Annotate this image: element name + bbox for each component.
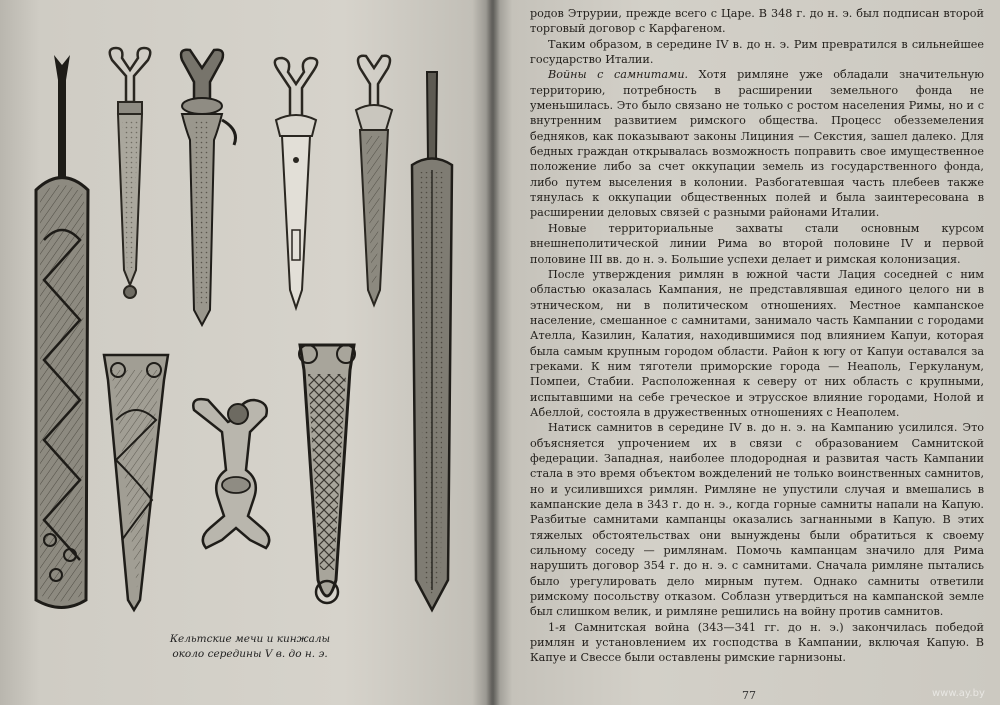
caption-line-1: Кельтские мечи и кинжалы [169, 633, 331, 645]
paragraph-4: После утверждения римлян в южной части Лация соседней с ним областью оказалась Кампания, не представлявшая единого целого ни в этническом, ни в политическом отношениях. Местное кампанское население, смешанное с самнитами, занимало часть Кампании с городами Ателла, Казилин, Калатия, находившимися под влиянием Капуи, которая была самым крупным городом области. Район к югу от Капуи оставался за греками. К ним тяготели приморские города — Неаполь, Геркуланум, Помпеи, Стабии. Расположенная к северу от них область с крупными, испытавшими на себе греческое и этрусское влияние городами, Нолой и Абеллой, состояла в дружественных отношениях с Неаполем. [530, 267, 984, 419]
caption-line-2: около середины V в. до н. э. [172, 648, 328, 660]
dagger-antenna-hilt [110, 48, 151, 298]
weapons-illustration [14, 40, 482, 620]
scabbard-lattice [299, 345, 355, 603]
right-page [492, 0, 1000, 705]
dagger-in-scabbard [356, 56, 392, 305]
left-page [0, 0, 492, 705]
section-heading: Войны с самнитами. [548, 68, 689, 82]
paragraph-5: Натиск самнитов в середине IV в. до н. э. на Кампанию усилился. Это объясняется упрочением их в связи с образованием Самнитской федерации. Западная, наиболее плодородная и развитая часть Кампании стала в это время объектом вожделений не только воинственных самнитов, но и усилившихся римлян. Римляне не упустили случая и вмешались в кампанские дела в 343 г. до н. э., когда горные самниты напали на Капую. Разбитые самнитами кампанцы оказались загнанными в Капую. В этих тяжелых обстоятельствах они вынуждены были обратиться к своему сильному соседу — римлянам. Помочь кампанцам значило для Рима нарушить договор 354 г. до н. э. с самнитами. Сначала римляне пытались было урегулировать дело мирным путем. Однако самниты ответили римскому посольству отказом. Соблазн утвердиться на кампанской земле был слишком велик, и римляне решились на войну против самнитов. [530, 421, 984, 619]
page-number: 77 [742, 689, 756, 702]
anthropoid-hilt [193, 399, 269, 548]
paragraph-2 [530, 67, 984, 220]
short-sword-anthropoid-hilt [181, 50, 236, 325]
paragraph-1: Таким образом, в середине IV в. до н. э. Рим превратился в сильнейшее государство Италии. [530, 37, 984, 67]
long-sword [412, 72, 452, 610]
paragraph-2-body: Хотя римляне уже обладали значительную территорию, потребность в расширении земельного фонда не уменьшилась. Это было связано не только с ростом населения Римы, но и с внутренним развитием римского общества. Процесс обезземеления бедняков, как показывают законы Лициния — Секстия, зашел далеко. Для бедных граждан открывалась возможность поправить свое имущественное положение либо за счет оккупации земель из государственного фонда, либо путем выселения в колонии. Разбогатевшая часть плебеев также тянулась к оккупации общественных полей и была заинтересована в расширении деловых связей с разными районами Италии. [530, 68, 984, 220]
paragraph-6: 1-я Самнитская война (343—341 гг. до н. э.) закончилась победой римлян и установлением их господства в Кампании, включая Капую. В Капуе и Свессе были оставлены римские гарнизоны. [530, 620, 984, 665]
text-column [530, 6, 984, 666]
celtic-weapons-drawing [14, 40, 482, 620]
figure-caption [120, 632, 380, 662]
book-gutter [486, 0, 500, 705]
dagger-antenna-hilt-2 [275, 58, 317, 308]
paragraph-0: родов Этрурии, прежде всего с Царе. В 348 г. до н. э. был подписан второй торговый договор с Карфагеном. [530, 7, 984, 36]
sword-in-scabbard [36, 55, 88, 608]
watermark: www.ay.by [932, 688, 985, 699]
paragraph-3: Новые территориальные захваты стали основным курсом внешнеполитической линии Рима во второй половине IV и первой половине III вв. до н. э. Большие успехи делает и римская колонизация. [530, 221, 984, 266]
scabbard-decorated [104, 355, 168, 610]
